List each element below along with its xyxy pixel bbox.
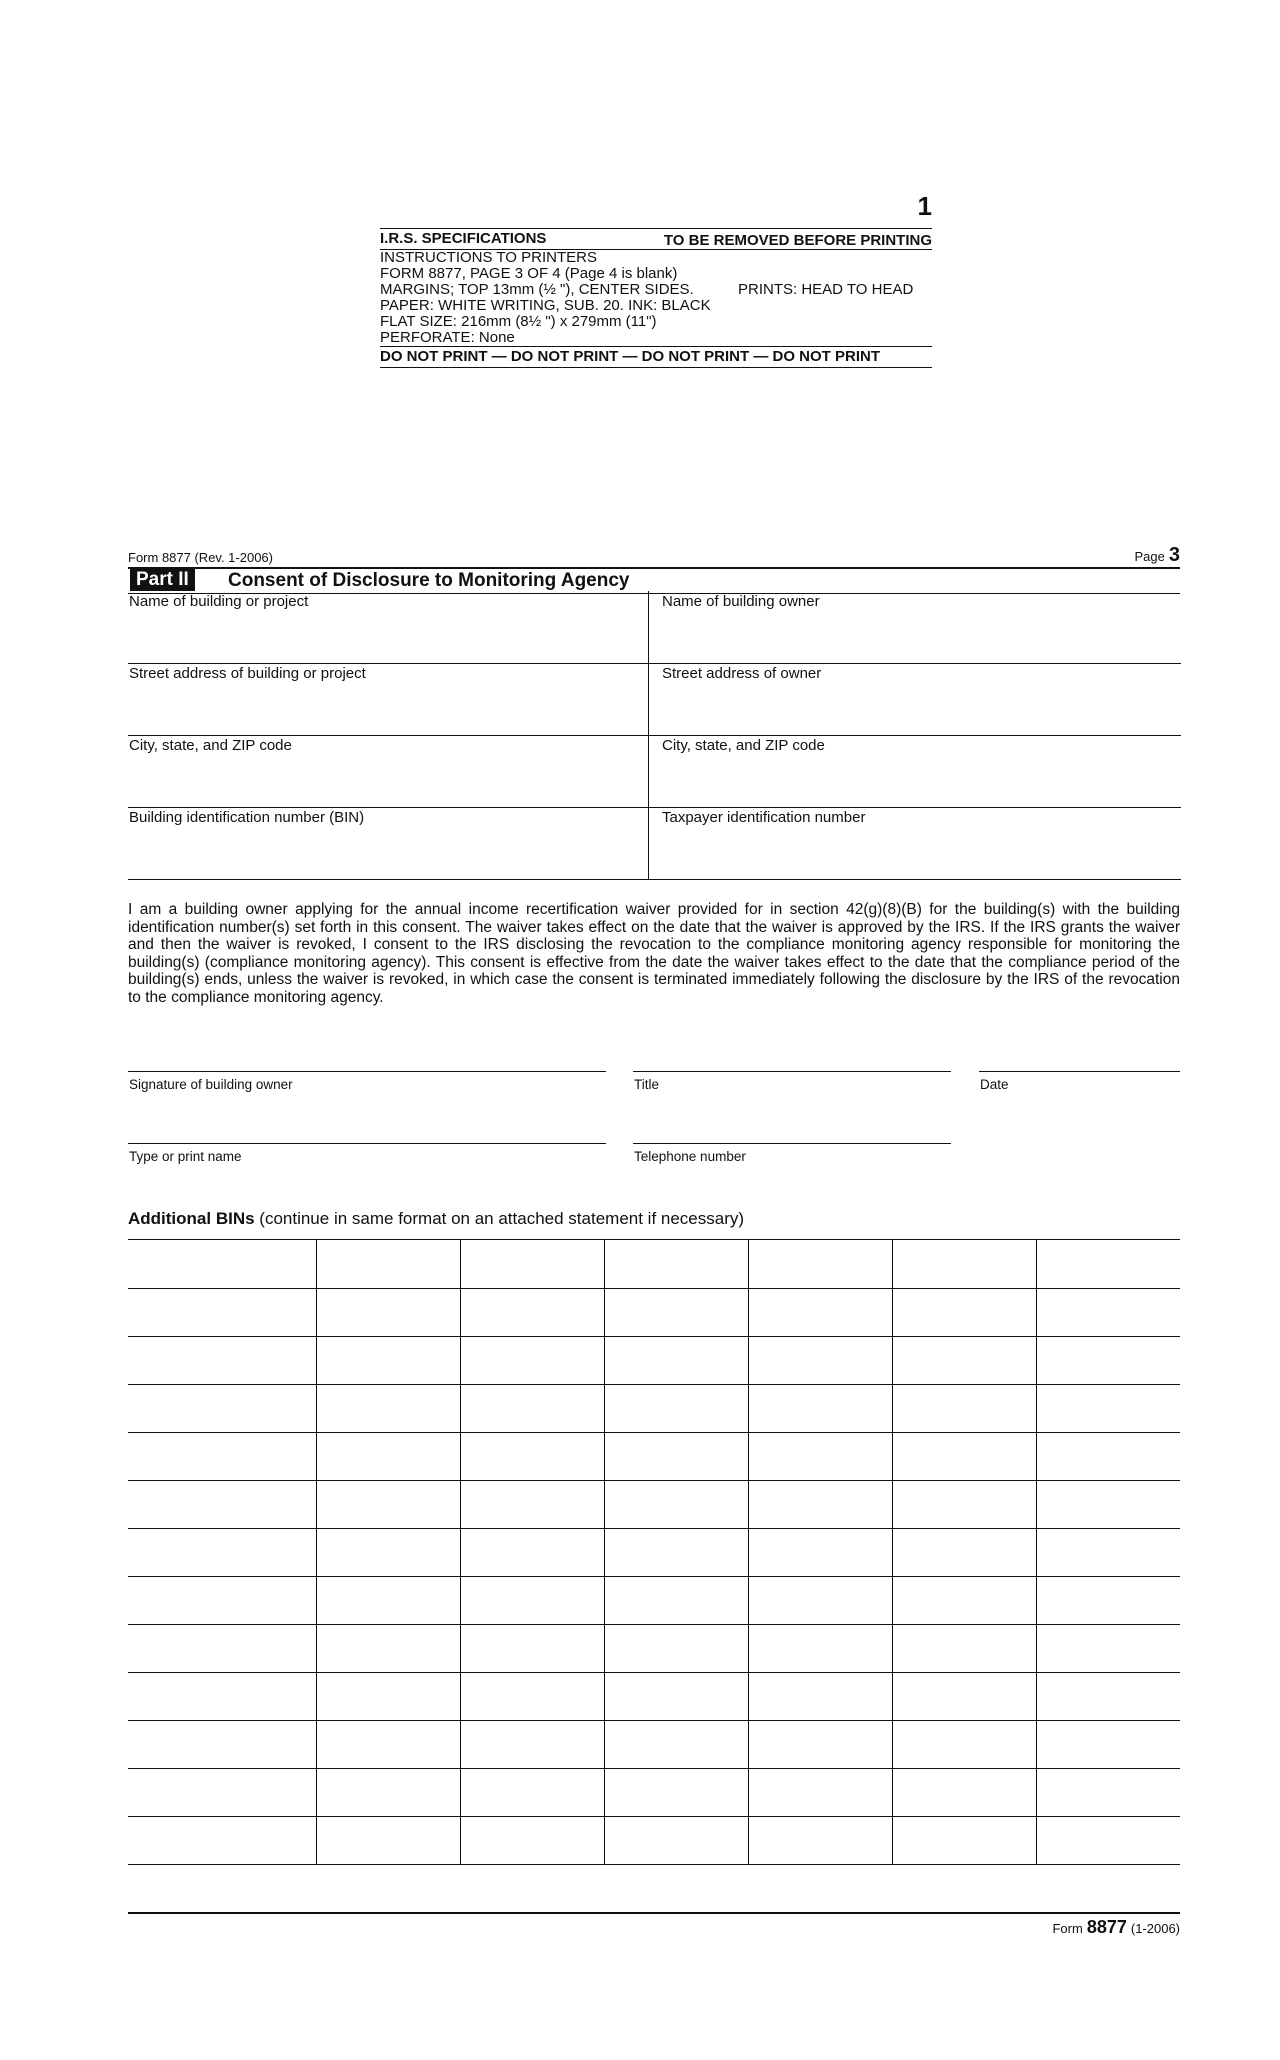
footer-form-label: Form	[1052, 1921, 1083, 1936]
additional-bins-note: (continue in same format on an attached statement if necessary)	[254, 1209, 745, 1228]
signature-label: Signature of building owner	[129, 1077, 293, 1092]
grid-row-divider	[128, 1816, 1180, 1817]
building-name-field[interactable]	[128, 591, 648, 664]
grid-row-divider	[128, 1384, 1180, 1385]
building-street-field[interactable]	[128, 663, 648, 736]
page-indicator	[1135, 544, 1181, 567]
spec-header-left: I.R.S. SPECIFICATIONS	[380, 230, 547, 247]
spec-line: FLAT SIZE: 216mm (8½ ") x 279mm (11")	[380, 313, 657, 330]
signature-line[interactable]	[128, 1071, 606, 1092]
tin-field[interactable]	[648, 807, 1181, 880]
field-label: Taxpayer identification number	[662, 809, 866, 826]
grid-row-divider	[128, 1720, 1180, 1721]
date-label: Date	[980, 1077, 1009, 1092]
bin-field[interactable]	[128, 807, 648, 880]
grid-row-divider	[128, 1576, 1180, 1577]
grid-row-divider	[128, 1528, 1180, 1529]
grid-row-divider	[128, 1336, 1180, 1337]
grid-row-divider	[128, 1672, 1180, 1673]
field-label: Building identification number (BIN)	[129, 809, 365, 826]
form-header	[128, 544, 1180, 568]
telephone-label: Telephone number	[634, 1149, 746, 1164]
footer-rule	[128, 1912, 1180, 1914]
do-not-print-text: DO NOT PRINT — DO NOT PRINT — DO NOT PRINT — DO NOT PRINT	[380, 348, 880, 365]
form-revision: Form 8877 (Rev. 1-2006)	[128, 550, 273, 565]
field-label: Name of building owner	[662, 593, 820, 610]
spec-lines	[380, 250, 932, 346]
additional-bins-bold: Additional BINs	[128, 1209, 255, 1228]
spec-header-right: TO BE REMOVED BEFORE PRINTING	[663, 232, 932, 249]
grid-row-divider	[128, 1432, 1180, 1433]
title-line[interactable]	[633, 1071, 951, 1092]
part-title: Consent of Disclosure to Monitoring Agency	[228, 570, 630, 591]
part-header	[128, 567, 1180, 594]
print-name-label: Type or print name	[129, 1149, 242, 1164]
field-label: Street address of building or project	[129, 665, 366, 682]
page-label: Page	[1134, 549, 1165, 564]
grid-row-divider	[128, 1288, 1180, 1289]
field-label: Name of building or project	[129, 593, 309, 610]
grid-column-divider	[748, 1240, 749, 1864]
spec-line	[380, 282, 932, 298]
field-label: City, state, and ZIP code	[129, 737, 292, 754]
field-label: Street address of owner	[662, 665, 822, 682]
spec-prints: PRINTS: HEAD TO HEAD	[738, 281, 914, 298]
spec-line: PERFORATE: None	[380, 329, 515, 346]
grid-row-divider	[128, 1624, 1180, 1625]
consent-statement: I am a building owner applying for the annual income recertification waiver provided for in section 42(g)(8)(B) for the building(s) with the building identification number(s) set forth in this consent. The waiver takes effect on the date that the waiver is approved by the IRS. If the IRS grants the waiver and then the waiver is revoked, I consent to the IRS disclosing the revocation to the compliance monitoring agency responsible for monitoring the building(s) (compliance monitoring agency). This consent is effective from the date the waiver takes effect to the date that the compliance period of the building(s) ends, unless the waiver is revoked, in which case the consent is terminated immediately following the disclosure by the IRS of the revocation to the compliance monitoring agency.	[128, 901, 1180, 1006]
date-line[interactable]	[979, 1071, 1180, 1092]
owner-name-field[interactable]	[648, 591, 1181, 664]
form-footer	[1052, 1917, 1180, 1938]
building-city-field[interactable]	[128, 735, 648, 808]
additional-bins-title	[128, 1209, 744, 1229]
grid-column-divider	[604, 1240, 605, 1864]
grid-column-divider	[460, 1240, 461, 1864]
grid-column-divider	[892, 1240, 893, 1864]
page-number: 3	[1168, 544, 1180, 566]
grid-column-divider	[316, 1240, 317, 1864]
spec-header	[380, 228, 932, 250]
field-label: City, state, and ZIP code	[662, 737, 825, 754]
spec-page-marker: 1	[917, 191, 932, 221]
additional-bins-grid[interactable]	[128, 1239, 1180, 1865]
grid-column-divider	[1036, 1240, 1037, 1864]
spec-line: FORM 8877, PAGE 3 OF 4 (Page 4 is blank)	[380, 265, 678, 282]
footer-form-number: 8877	[1086, 1917, 1127, 1937]
owner-city-field[interactable]	[648, 735, 1181, 808]
grid-row-divider	[128, 1768, 1180, 1769]
spec-margins: MARGINS; TOP 13mm (½ "), CENTER SIDES.	[380, 281, 694, 298]
spec-line: INSTRUCTIONS TO PRINTERS	[380, 249, 597, 266]
title-label: Title	[634, 1077, 660, 1092]
grid-row-divider	[128, 1480, 1180, 1481]
footer-revision: (1-2006)	[1130, 1921, 1180, 1936]
telephone-line[interactable]	[633, 1143, 951, 1164]
print-name-line[interactable]	[128, 1143, 606, 1164]
owner-street-field[interactable]	[648, 663, 1181, 736]
do-not-print-banner	[380, 346, 932, 368]
part-tag: Part II	[130, 569, 195, 591]
spec-line: PAPER: WHITE WRITING, SUB. 20. INK: BLACK	[380, 297, 711, 314]
